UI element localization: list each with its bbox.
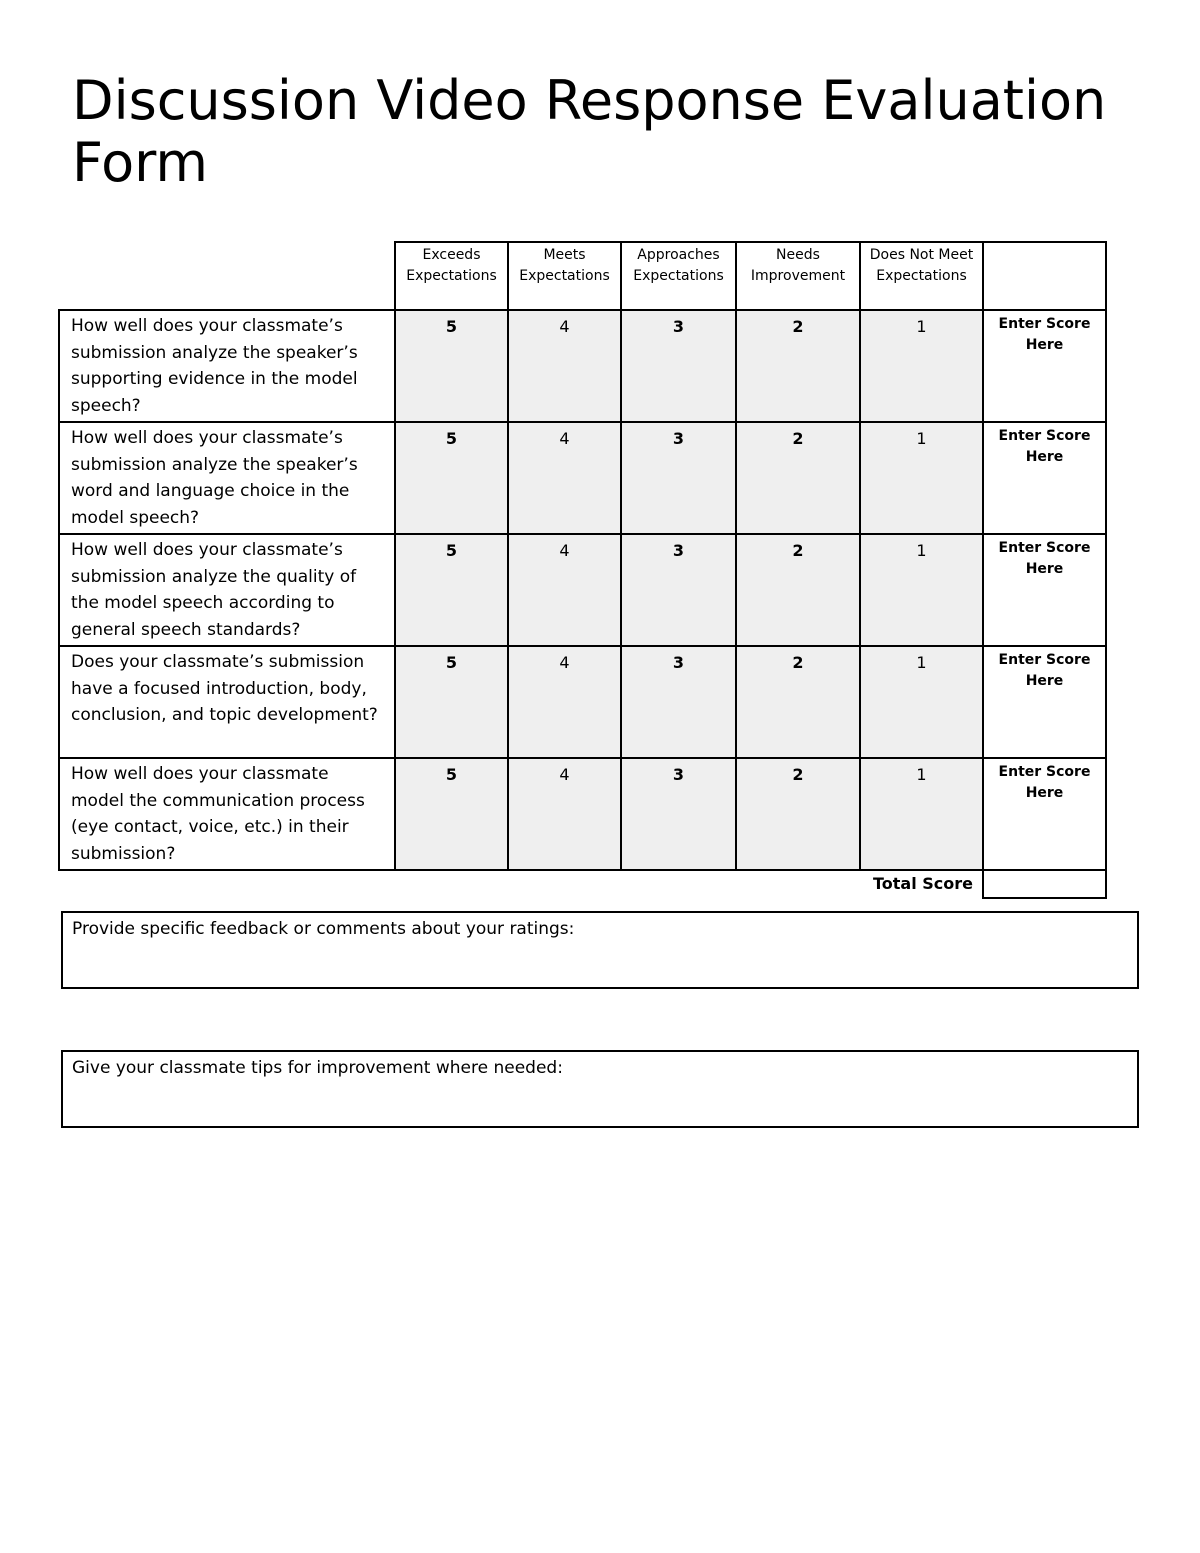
- score-option-4[interactable]: 4: [508, 758, 621, 870]
- improvement-tips-box[interactable]: [61, 1050, 1139, 1128]
- score-option-4[interactable]: 4: [508, 422, 621, 534]
- score-entry-field[interactable]: Enter Score Here: [983, 758, 1106, 870]
- question-text: How well does your classmate’s submission analyze the speaker’s word and language choice in the model speech?: [59, 422, 395, 534]
- rubric-table: [58, 241, 1107, 899]
- table-row: [59, 422, 1106, 534]
- score-option-4[interactable]: 4: [508, 534, 621, 646]
- score-option-3[interactable]: 3: [621, 310, 736, 422]
- table-row: [59, 310, 1106, 422]
- score-option-5[interactable]: 5: [395, 758, 508, 870]
- score-option-2[interactable]: 2: [736, 646, 860, 758]
- feedback-comments-box[interactable]: [61, 911, 1139, 989]
- total-score-field[interactable]: [983, 870, 1106, 898]
- score-option-4[interactable]: 4: [508, 646, 621, 758]
- score-option-3[interactable]: 3: [621, 758, 736, 870]
- table-row: [59, 758, 1106, 870]
- score-option-2[interactable]: 2: [736, 758, 860, 870]
- score-option-2[interactable]: 2: [736, 534, 860, 646]
- score-option-1[interactable]: 1: [860, 422, 983, 534]
- score-option-3[interactable]: 3: [621, 646, 736, 758]
- question-text: Does your classmate’s submission have a focused introduction, body, conclusion, and topic development?: [59, 646, 395, 758]
- score-option-5[interactable]: 5: [395, 534, 508, 646]
- header-does-not-meet: Does Not Meet Expectations: [860, 242, 983, 310]
- score-entry-field[interactable]: Enter Score Here: [983, 646, 1106, 758]
- score-option-2[interactable]: 2: [736, 310, 860, 422]
- header-corner: [59, 242, 395, 310]
- question-text: How well does your classmate’s submission analyze the speaker’s supporting evidence in the model speech?: [59, 310, 395, 422]
- score-option-1[interactable]: 1: [860, 534, 983, 646]
- table-row: [59, 646, 1106, 758]
- page-title: Discussion Video Response Evaluation Form: [72, 69, 1107, 194]
- score-option-4[interactable]: 4: [508, 310, 621, 422]
- score-option-2[interactable]: 2: [736, 422, 860, 534]
- score-option-1[interactable]: 1: [860, 310, 983, 422]
- score-option-1[interactable]: 1: [860, 646, 983, 758]
- header-approaches: Approaches Expectations: [621, 242, 736, 310]
- score-option-5[interactable]: 5: [395, 646, 508, 758]
- score-option-1[interactable]: 1: [860, 758, 983, 870]
- score-option-5[interactable]: 5: [395, 422, 508, 534]
- header-needs-improvement: Needs Improvement: [736, 242, 860, 310]
- question-text: How well does your classmate model the communication process (eye contact, voice, etc.) in their submission?: [59, 758, 395, 870]
- total-score-label: Total Score: [872, 874, 973, 893]
- question-text: How well does your classmate’s submission analyze the quality of the model speech according to general speech standards?: [59, 534, 395, 646]
- score-entry-field[interactable]: Enter Score Here: [983, 310, 1106, 422]
- header-score-entry: [983, 242, 1106, 310]
- total-row: [59, 870, 1106, 898]
- feedback-comments-label: Provide specific feedback or comments about your ratings:: [72, 919, 575, 939]
- header-meets: Meets Expectations: [508, 242, 621, 310]
- score-option-3[interactable]: 3: [621, 534, 736, 646]
- score-option-3[interactable]: 3: [621, 422, 736, 534]
- score-entry-field[interactable]: Enter Score Here: [983, 422, 1106, 534]
- table-row: [59, 534, 1106, 646]
- score-entry-field[interactable]: Enter Score Here: [983, 534, 1106, 646]
- score-option-5[interactable]: 5: [395, 310, 508, 422]
- rubric-header-row: [59, 242, 1106, 310]
- header-exceeds: Exceeds Expectations: [395, 242, 508, 310]
- improvement-tips-label: Give your classmate tips for improvement where needed:: [72, 1058, 563, 1078]
